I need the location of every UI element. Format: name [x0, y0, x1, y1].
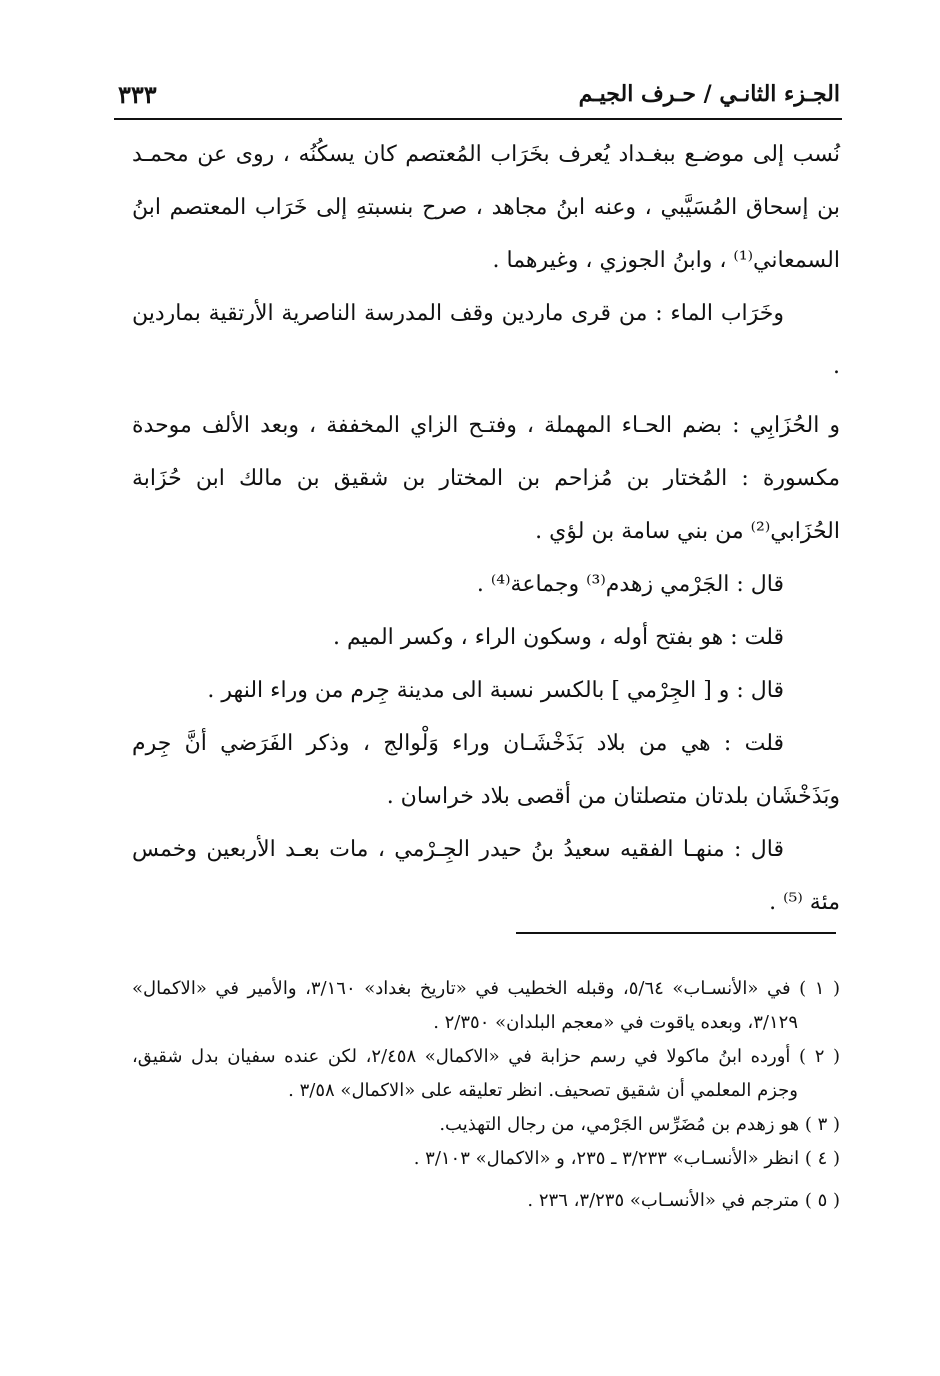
footnote-5: ( ٥ ) مترجم في «الأنسـاب» ٣/٢٣٥، ٢٣٦ . [527, 1190, 840, 1211]
page-number: ٣٣٣ [118, 79, 157, 109]
footnote-1: ( ١ ) في «الأنسـاب» ٥/٦٤، وقبله الخطيب في «تاريخ بغداد» ٣/١٦٠، والأمير في «الاكمال» ٣/١٢٩، وبعده ياقوت في «معجم البلدان» ٢/٣٥٠ . [132, 978, 840, 1033]
running-head-title: الجـزء الثانـي / حـرف الجيـم [578, 81, 840, 107]
footnotes [132, 972, 840, 1218]
footnote-3: ( ٣ ) هو زهدم بن مُضَرِّس الجَرْمي، من رجال التهذيب. [439, 1114, 840, 1135]
footnote-2: ( ٢ ) أورده ابنُ ماكولا في رسم حزابة في «الاكمال» ٢/٤٥٨، لكن عنده سفيان بدل شقيق، وجزم المعلمي أن شقيق تصحيف. انظر تعليقه على «الاكمال» ٣/٥٨ . [132, 1046, 841, 1101]
paragraph-1: نُسب إلى موضـع ببغـداد يُعرف بخَرَاب المُعتصم كان يسكُنُه ، روى عن محمـد بن إسحاق المُسَيَّبي ، وعنه ابنُ مجاهد ، صرح بنسبتهِ إلى خَرَاب المعتصم ابنُ السمعاني⁽¹⁾ ، وابنُ الجوزي ، وغيرهما . [132, 142, 840, 273]
paragraph-5: قلت : هو بفتح أوله ، وسكون الراء ، وكسر الميم . [332, 625, 784, 650]
paragraph-4: قال : الجَرْمي زهدم⁽³⁾ وجماعة⁽⁴⁾ . [476, 572, 784, 597]
footnote-separator [516, 932, 836, 934]
header-rule [114, 118, 842, 120]
running-head [118, 74, 840, 114]
paragraph-3: و الحُزَابِي : بضم الحـاء المهملة ، وفتـح الزاي المخففة ، وبعد الألف موحدة مكسورة : المُختار بن مُزاحم بن المختار بن شقيق بن مالك ابن حُزَابة الحُزَابي⁽²⁾ من بني سامة بن لؤي . [132, 413, 840, 544]
paragraph-6: قال : و [ الجِرْمي ] بالكسر نسبة الى مدينة جِرم من وراء النهر . [207, 678, 784, 703]
footnote-4: ( ٤ ) انظر «الأنسـاب» ٣/٢٣٣ ـ ٢٣٥، و «الاكمال» ٣/١٠٣ . [413, 1148, 840, 1169]
paragraph-2: وخَرَاب الماء : من قرى ماردين وقف المدرسة الناصرية الأرتقية بماردين . [132, 301, 840, 379]
paragraph-8: قال : منهـا الفقيه سعيدُ بنُ حيدر الجِـرْمي ، مات بعـد الأربعين وخمس مئة ⁽⁵⁾ . [132, 837, 840, 915]
paragraph-7: قلت : هي من بلاد بَذَخْشَـان وراء وَلْوالج ، وذكر الفَرَضي أنَّ جِرم وبَذَخْشَان بلدتان متصلتان من أقصى بلاد خراسان . [132, 731, 840, 809]
main-text [132, 128, 840, 929]
